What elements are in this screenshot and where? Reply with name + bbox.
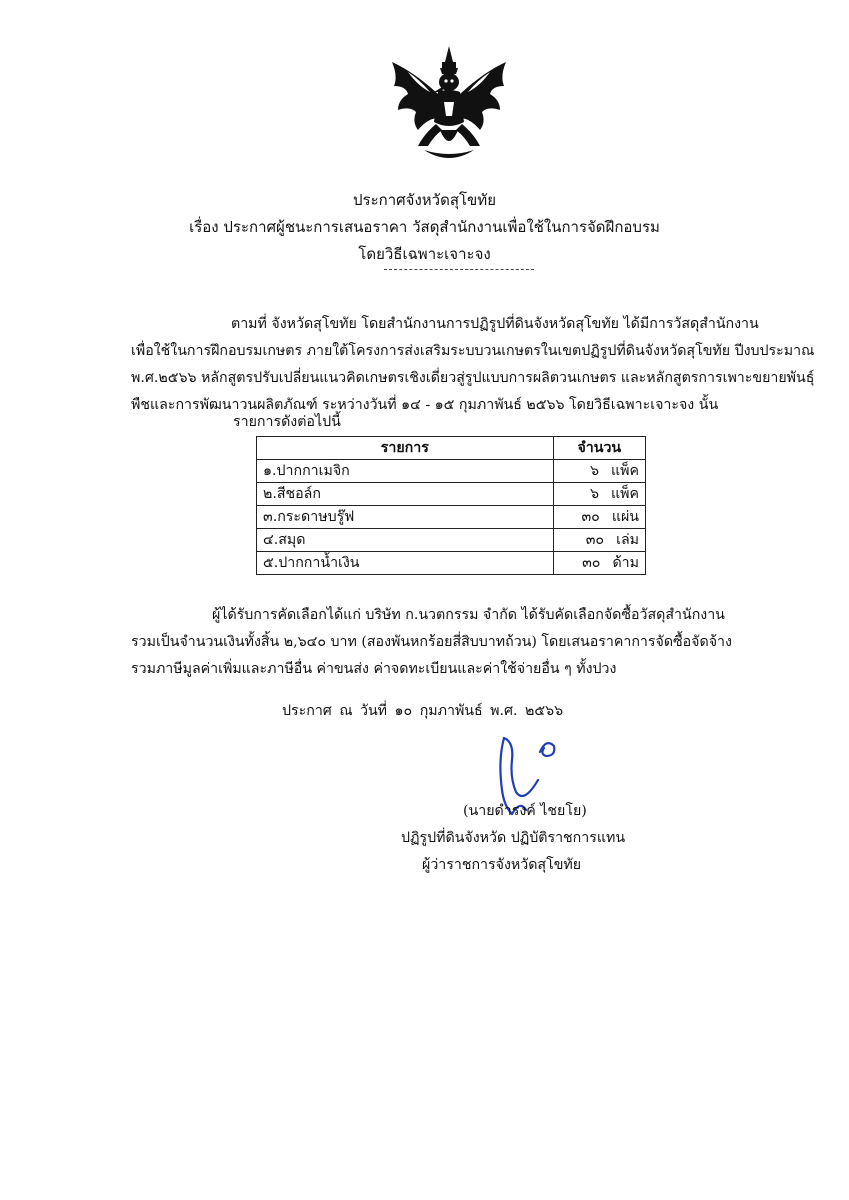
quantity-value: ๓๐ bbox=[585, 532, 605, 548]
quantity-unit: ด้าม bbox=[612, 555, 639, 571]
document-subject: เรื่อง ประกาศผู้ชนะการเสนอราคา วัสดุสำนักงานเพื่อใช้ในการจัดฝึกอบรม bbox=[189, 218, 660, 236]
table-row bbox=[257, 529, 646, 552]
item-name: ๔.สมุด bbox=[257, 529, 554, 552]
quantity-unit: แพ็ค bbox=[611, 463, 639, 479]
item-name: ๒.สีชอล์ก bbox=[257, 483, 554, 506]
table-row bbox=[257, 460, 646, 483]
item-quantity bbox=[553, 460, 645, 483]
item-quantity bbox=[553, 552, 645, 575]
document-method: โดยวิธีเฉพาะเจาะจง bbox=[358, 245, 491, 263]
quantity-unit: แผ่น bbox=[611, 509, 639, 525]
quantity-value: ๓๐ bbox=[582, 555, 601, 571]
table-row bbox=[257, 483, 646, 506]
paragraph-line: ตามที่ จังหวัดสุโขทัย โดยสำนักงานการปฏิรูปที่ดินจังหวัดสุโขทัย ได้มีการวัสดุสำนักงาน bbox=[231, 316, 759, 332]
signer-position: ปฏิรูปที่ดินจังหวัด ปฏิบัติราชการแทน bbox=[401, 830, 626, 846]
signer-office: ผู้ว่าราชการจังหวัดสุโขทัย bbox=[422, 857, 582, 873]
title-separator bbox=[384, 269, 534, 270]
header-quantity: จำนวน bbox=[553, 437, 645, 460]
item-name: ๑.ปากกาเมจิก bbox=[257, 460, 554, 483]
item-name: ๕.ปากกาน้ำเงิน bbox=[257, 552, 554, 575]
announce-date: ประกาศ ณ วันที่ ๑๐ กุมภาพันธ์ พ.ศ. ๒๕๖๖ bbox=[282, 703, 564, 719]
intro-paragraph bbox=[131, 311, 815, 419]
list-intro: รายการดังต่อไปนี้ bbox=[233, 414, 341, 430]
quantity-value: ๖ bbox=[589, 486, 599, 502]
item-name: ๓.กระดาษบรู๊ฟ bbox=[257, 506, 554, 529]
paragraph-line: รวมภาษีมูลค่าเพิ่มและภาษีอื่น ค่าขนส่ง ค่าจดทะเบียนและค่าใช้จ่ายอื่น ๆ ทั้งปวง bbox=[131, 661, 617, 677]
quantity-unit: เล่ม bbox=[616, 532, 639, 548]
paragraph-line: รวมเป็นจำนวนเงินทั้งสิ้น ๒,๖๔๐ บาท (สองพันหกร้อยสี่สิบบาทถ้วน) โดยเสนอราคาการจัดซื้อจัดจ้าง bbox=[131, 634, 732, 650]
paragraph-line: พ.ศ.๒๕๖๖ หลักสูตรปรับเปลี่ยนแนวคิดเกษตรเชิงเดี่ยวสู่รูปแบบการผลิตวนเกษตร และหลักสูตรการเพาะขยายพันธุ์ bbox=[131, 370, 815, 386]
quantity-value: ๖ bbox=[589, 463, 599, 479]
item-quantity bbox=[553, 529, 645, 552]
paragraph-line: ผู้ได้รับการคัดเลือกได้แก่ บริษัท ก.นวตกรรม จำกัด ได้รับคัดเลือกจัดซื้อวัสดุสำนักงาน bbox=[212, 607, 725, 623]
items-table bbox=[256, 436, 646, 575]
paragraph-line: เพื่อใช้ในการฝึกอบรมเกษตร ภายใต้โครงการส่งเสริมระบบวนเกษตรในเขตปฏิรูปที่ดินจังหวัดสุโขทัย ปีงบประมาณ bbox=[131, 343, 815, 359]
document-title: ประกาศจังหวัดสุโขทัย bbox=[353, 191, 496, 209]
table-row bbox=[257, 552, 646, 575]
header-item-name: รายการ bbox=[257, 437, 554, 460]
signer-name: (นายดำรงค์ ไชยโย) bbox=[463, 803, 587, 819]
item-quantity bbox=[553, 483, 645, 506]
garuda-emblem-icon bbox=[384, 42, 514, 170]
item-quantity bbox=[553, 506, 645, 529]
table-row bbox=[257, 506, 646, 529]
quantity-unit: แพ็ค bbox=[611, 486, 639, 502]
paragraph-line: พืชและการพัฒนาวนผลิตภัณฑ์ ระหว่างวันที่ ๑๔ - ๑๕ กุมภาพันธ์ ๒๕๖๖ โดยวิธีเฉพาะเจาะจง นั้น bbox=[131, 397, 719, 413]
winner-paragraph bbox=[131, 602, 776, 683]
quantity-value: ๓๐ bbox=[581, 509, 600, 525]
table-header-row bbox=[257, 437, 646, 460]
